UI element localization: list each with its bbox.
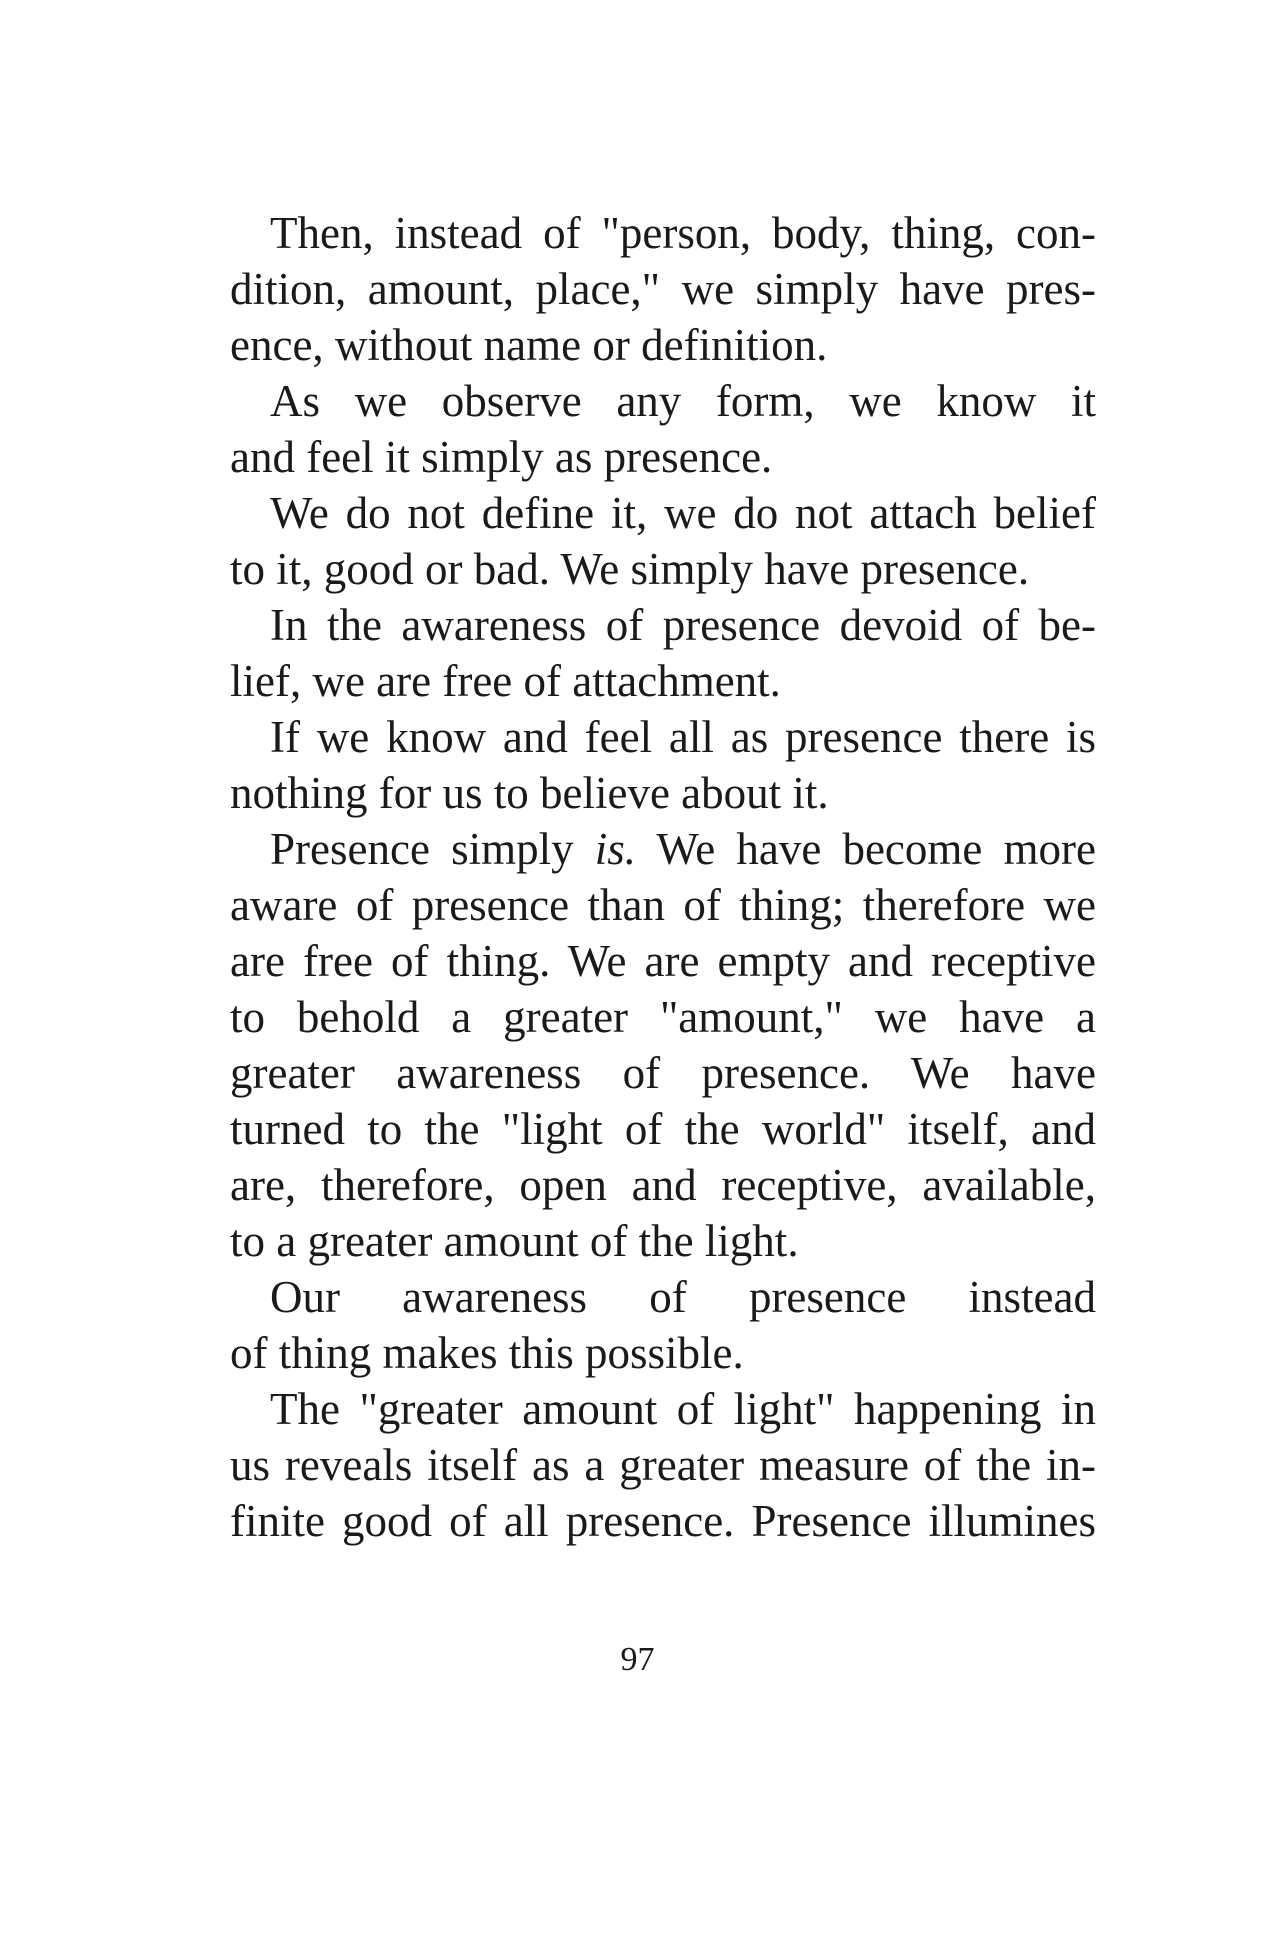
paragraph: [190, 1269, 1096, 1381]
italic-emphasis: is.: [594, 824, 637, 874]
text-line: dition, amount, place," we simply have pres-: [230, 264, 1096, 314]
text-line: Then, instead of "person, body, thing, con-: [270, 208, 1096, 258]
text-run: We have become more: [636, 824, 1096, 874]
text-line: ence, without name or definition.: [230, 320, 828, 370]
paragraph: [190, 373, 1096, 485]
text-line: As we observe any form, we know it: [270, 376, 1096, 426]
text-line: to behold a greater "amount," we have a: [230, 992, 1096, 1042]
text-line: to a greater amount of the light.: [230, 1216, 799, 1266]
text-line: turned to the "light of the world" itself, and: [230, 1104, 1096, 1154]
text-line: greater awareness of presence. We have: [230, 1048, 1096, 1098]
paragraph: [190, 597, 1096, 709]
paragraph: [190, 1381, 1096, 1549]
text-line: Our awareness of presence instead: [270, 1272, 1096, 1322]
text-line: of thing makes this possible.: [230, 1328, 744, 1378]
text-line: The "greater amount of light" happening in: [270, 1384, 1096, 1434]
text-line: If we know and feel all as presence there is: [270, 712, 1096, 762]
text-line: and feel it simply as presence.: [230, 432, 773, 482]
text-line: [190, 821, 1096, 877]
paragraph: [190, 485, 1096, 597]
text-line: us reveals itself as a greater measure of the in-: [230, 1440, 1096, 1490]
text-line: nothing for us to believe about it.: [230, 768, 829, 818]
paragraph: [190, 821, 1096, 1269]
text-line: aware of presence than of thing; therefore we: [230, 880, 1096, 930]
text-line: to it, good or bad. We simply have presence.: [230, 544, 1030, 594]
text-line: are free of thing. We are empty and receptive: [230, 936, 1096, 986]
text-line: We do not define it, we do not attach belief: [270, 488, 1096, 538]
page-number: 97: [620, 1641, 655, 1678]
text-run: Presence simply: [270, 824, 595, 874]
page-body: [190, 205, 1096, 1549]
text-line: In the awareness of presence devoid of be-: [270, 600, 1096, 650]
text-line: finite good of all presence. Presence illumines: [230, 1496, 1096, 1546]
paragraph: [190, 205, 1096, 373]
text-line: are, therefore, open and receptive, available,: [230, 1160, 1096, 1210]
text-line: lief, we are free of attachment.: [230, 656, 781, 706]
paragraph: [190, 709, 1096, 821]
